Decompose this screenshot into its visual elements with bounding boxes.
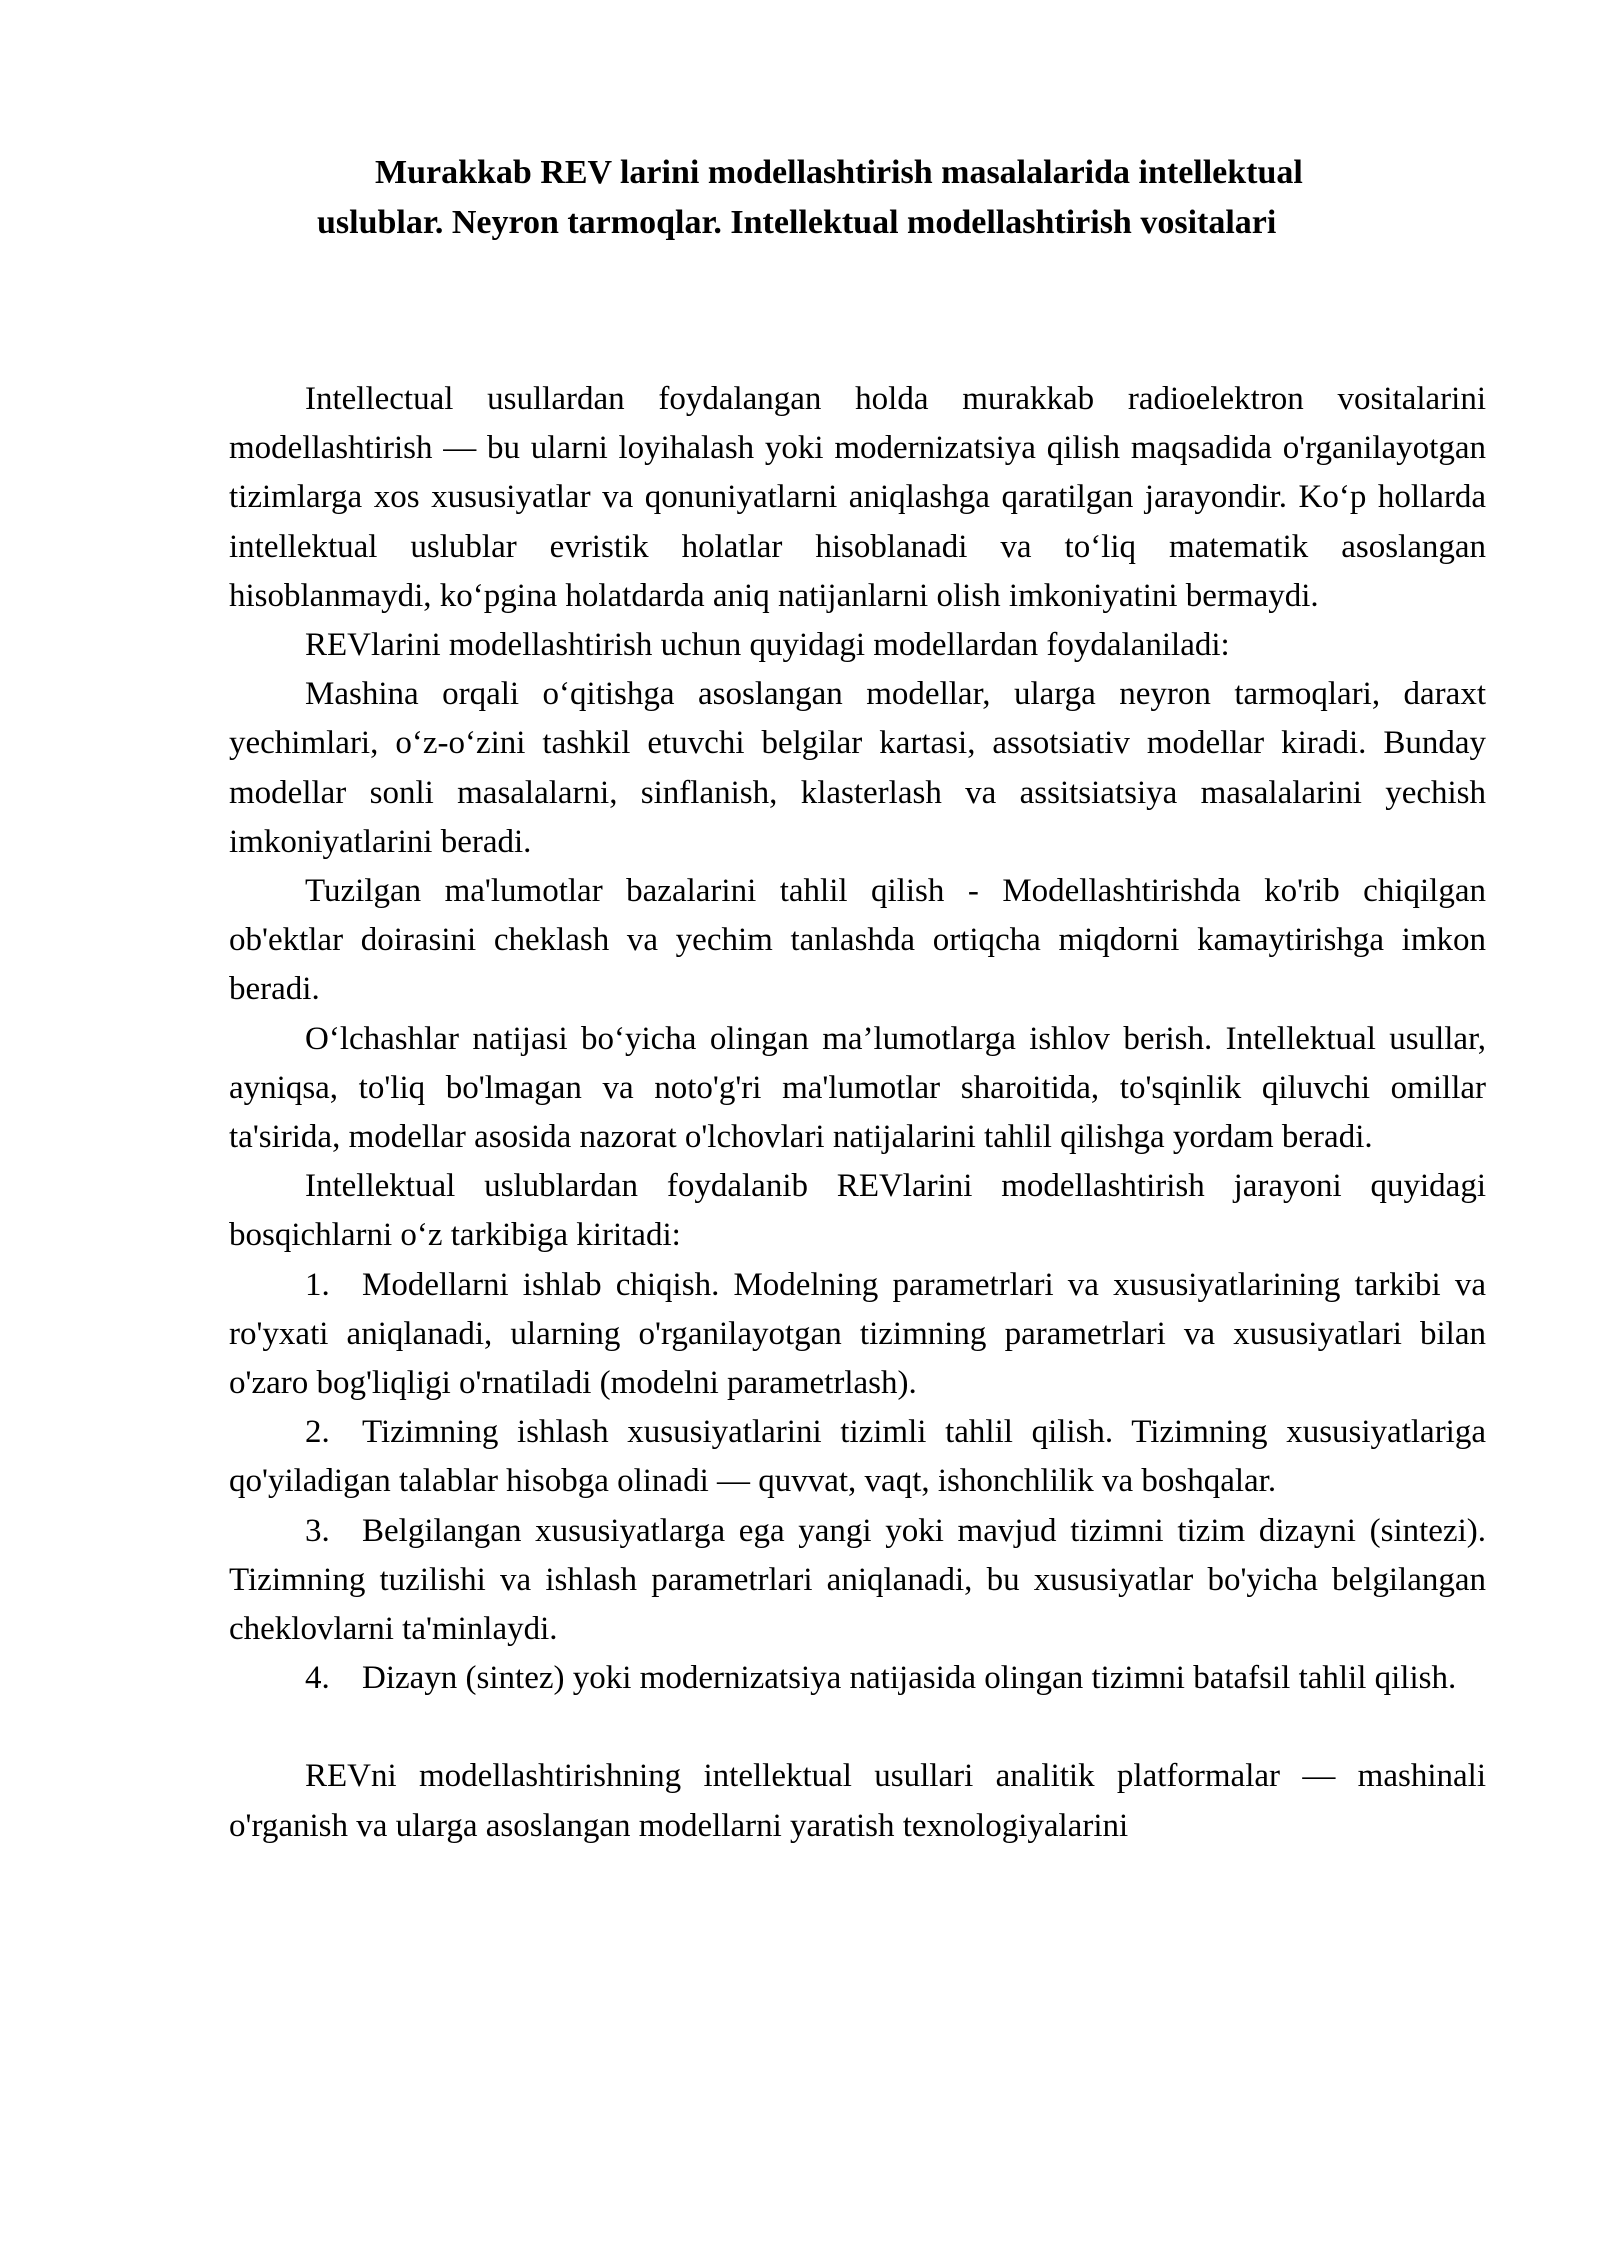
title-line-2: uslublar. Neyron tarmoqlar. Intellektual modellashtirish vositalari — [317, 204, 1277, 241]
document-title — [229, 148, 1486, 248]
paragraph-measurements: O‘lchashlar natijasi bo‘yicha olingan ma’lumotlarga ishlov berish. Intellektual usullar, ayniqsa, to'liq bo'lmagan va noto'g'ri ma'lumotlar sharoitida, to'sqinlik qiluvchi omillar ta'sirida, modellar asosida nazorat o'lchovlari natijalarini tahlil qilishga yordam beradi. — [229, 1020, 1486, 1156]
list-item-text: Modellarni ishlab chiqish. Modelning parametrlari va xususiyatlarining tarkibi va ro'yxati aniqlanadi, ularning o'rganilayotgan tizimning parametrlari va xususiyatlari bilan o'zaro bog'liqligi o'rnatiladi (modelni parametrlash). — [229, 1266, 1486, 1402]
title-line-1: Murakkab REV larini modellashtirish masalalarida intellektual — [375, 154, 1303, 191]
list-item-number: 4. — [305, 1660, 330, 1697]
paragraph-stages-lead: Intellektual uslublardan foydalanib REVlarini modellashtirish jarayoni quyidagi bosqichlarni o‘z tarkibiga kiritadi: — [229, 1168, 1486, 1254]
list-item-number: 1. — [305, 1266, 330, 1303]
list-item — [229, 1654, 1486, 1703]
paragraph-closing: REVni modellashtirishning intellektual usullari analitik platformalar — mashinali o'rganish va ularga asoslangan modellarni yaratish texnologiyalarini — [229, 1758, 1486, 1844]
list-item-number: 2. — [305, 1414, 330, 1451]
blank-line — [229, 1703, 1486, 1752]
list-item-text: Dizayn (sintez) yoki modernizatsiya natijasida olingan tizimni batafsil tahlil qilish. — [362, 1660, 1457, 1697]
list-item — [229, 1408, 1486, 1506]
list-item-number: 3. — [305, 1512, 330, 1549]
list-item-text: Tizimning ishlash xususiyatlarini tizimli tahlil qilish. Tizimning xususiyatlariga qo'yiladigan talablar hisobga olinadi — quvvat, vaqt, ishonchlilik va boshqalar. — [229, 1414, 1486, 1500]
paragraph-intro: Intellectual usullardan foydalangan holda murakkab radioelektron vositalarini modellashtirish — bu ularni loyihalash yoki modernizatsiya qilish maqsadida o'rganilayotgan tizimlarga xos xususiyatlar va qonuniyatlarni aniqlashga qaratilgan jarayondir. Ko‘p hollarda intellektual uslublar evristik holatlar hisoblanadi va to‘liq matematik asoslangan hisoblanmaydi, ko‘pgina holatdarda aniq natijanlarni olish imkoniyatini bermaydi. — [229, 381, 1486, 614]
paragraph-machine-learning: Mashina orqali o‘qitishga asoslangan modellar, ularga neyron tarmoqlari, daraxt yechimlari, o‘z-o‘zini tashkil etuvchi belgilar kartasi, assotsiativ modellar kiradi. Bunday modellar sonli masalalarni, sinflanish, klasterlash va assitsiatsiya masalalarini yechish imkoniyatlarini beradi. — [229, 676, 1486, 860]
document-body — [229, 375, 1486, 1851]
list-item — [229, 1507, 1486, 1655]
paragraph-models-lead: REVlarini modellashtirish uchun quyidagi modellardan foydalaniladi: — [305, 627, 1230, 664]
list-item — [229, 1261, 1486, 1409]
list-item-text: Belgilangan xususiyatlarga ega yangi yoki mavjud tizimni tizim dizayni (sintezi). Tizimning tuzilishi va ishlash parametrlari aniqlanadi, bu xususiyatlar bo'yicha belgilangan cheklovlarni ta'minlaydi. — [229, 1512, 1486, 1648]
paragraph-databases: Tuzilgan ma'lumotlar bazalarini tahlil qilish - Modellashtirishda ko'rib chiqilgan ob'ektlar doirasini cheklash va yechim tanlashda ortiqcha miqdorni kamaytirishga imkon beradi. — [229, 873, 1486, 1008]
